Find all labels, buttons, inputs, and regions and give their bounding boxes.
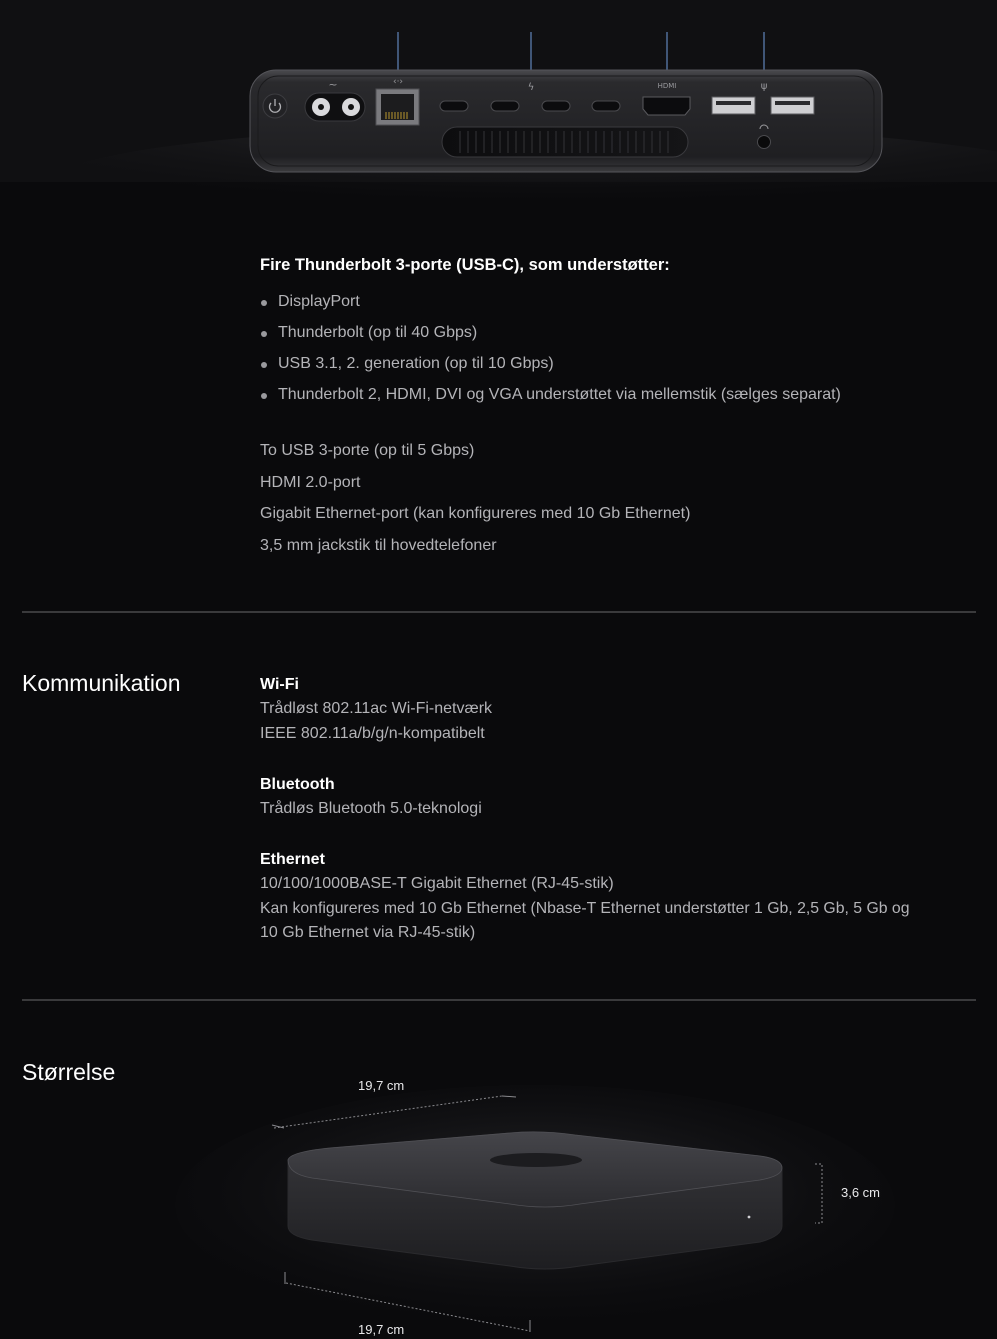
bluetooth-heading: Bluetooth [260, 776, 335, 793]
list-item: USB 3.1, 2. generation (op til 10 Gbps) [260, 354, 960, 385]
ethernet-line2: Kan konfigureres med 10 Gb Ethernet (Nbase-T Ethernet understøtter 1 Gb, 2,5 Gb, 5 Gb og [260, 899, 910, 917]
svg-text:‹·›: ‹·› [392, 77, 404, 87]
thunderbolt-feature-list [260, 292, 960, 416]
list-item: DisplayPort [260, 292, 960, 323]
ethernet-line1: 10/100/1000BASE-T Gigabit Ethernet (RJ-45-stik) [260, 875, 614, 892]
list-item: 3,5 mm jackstik til hovedtelefoner [260, 536, 497, 554]
svg-text:~: ~ [328, 78, 338, 91]
bluetooth-block [260, 773, 970, 822]
wifi-line1: Trådløst 802.11ac Wi-Fi-netværk [260, 700, 493, 717]
svg-text:ϟ: ϟ [527, 82, 535, 93]
width-dimension-label: 19,7 cm [358, 1078, 405, 1093]
ethernet-heading: Ethernet [260, 851, 325, 868]
other-ports-list [260, 441, 960, 567]
section-divider [22, 999, 976, 1001]
wifi-heading: Wi-Fi [260, 676, 299, 693]
apple-logo-icon [490, 1153, 582, 1167]
wifi-block [260, 673, 970, 746]
thunderbolt-heading: Fire Thunderbolt 3-porte (USB-C), som understøtter: [260, 256, 670, 274]
list-item: To USB 3-porte (op til 5 Gbps) [260, 442, 475, 459]
height-dimension-label: 3,6 cm [841, 1185, 881, 1200]
section-divider [22, 611, 976, 613]
ethernet-block [260, 848, 975, 946]
svg-text:ψ: ψ [760, 81, 768, 92]
thunderbolt-icon [528, 82, 535, 93]
list-item: Thunderbolt (op til 40 Gbps) [260, 323, 960, 354]
communication-section-title: Kommunikation [22, 670, 181, 696]
list-item: Gigabit Ethernet-port (kan konfigureres med 10 Gb Ethernet) [260, 505, 691, 522]
wifi-line2: IEEE 802.11a/b/g/n-kompatibelt [260, 724, 485, 742]
power-icon [263, 94, 287, 118]
depth-dimension-label: 19,7 cm [358, 1322, 405, 1337]
mac-mini-rear-illustration [0, 0, 997, 240]
list-item: Thunderbolt 2, HDMI, DVI og VGA understøttet via mellemstik (sælges separat) [260, 385, 960, 416]
size-section-title: Størrelse [22, 1059, 116, 1085]
ethernet-line3: 10 Gb Ethernet via RJ-45-stik) [260, 924, 476, 941]
bluetooth-line1: Trådløs Bluetooth 5.0-teknologi [260, 800, 482, 817]
hdmi-device-label: HDMI [657, 82, 677, 90]
usb-icon [761, 81, 768, 92]
list-item: HDMI 2.0-port [260, 473, 361, 491]
